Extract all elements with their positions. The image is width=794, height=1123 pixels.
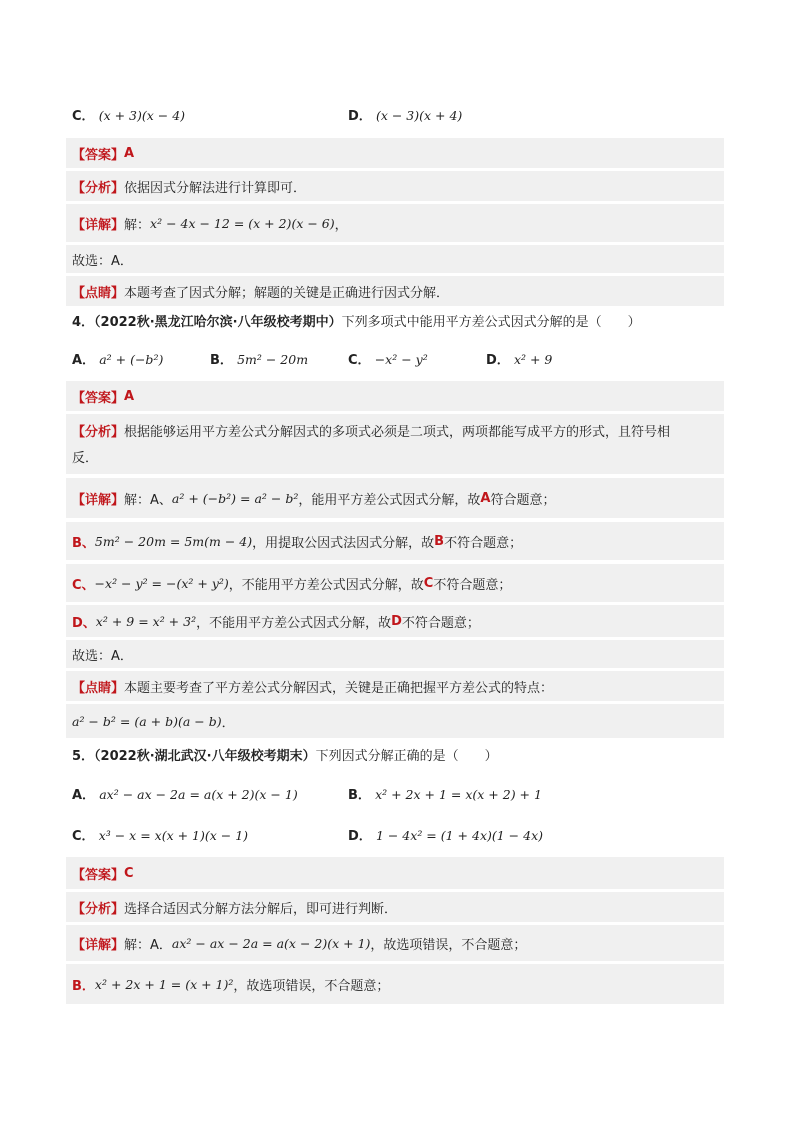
q4-option-d-label: D． — [486, 353, 510, 368]
q4-analysis-line2: 反． — [72, 451, 99, 466]
q4-detail-b-expr: 5m² − 20m = 5m(m − 4) — [94, 533, 253, 549]
q3-detail — [66, 204, 724, 242]
q4-detail-b-end: 不符合题意； — [444, 535, 523, 551]
q4-detail-b-text: ，用提取公因式法因式分解，故 — [252, 535, 435, 551]
q5-option-a-expr: ax² − ax − 2a = a(x + 2)(x − 1) — [99, 787, 298, 802]
q3-option-d — [348, 106, 462, 127]
q4-comment-text: 本题主要考查了平方差公式分解因式，关键是正确把握平方差公式的特点： — [124, 680, 554, 696]
q3-comment — [66, 276, 724, 306]
q4-detail-c-end: 不符合题意； — [433, 577, 512, 593]
q4-choose-text: 故选：A． — [72, 648, 133, 664]
q4-detail-a-expr: a² + (−b²) = a² − b² — [171, 490, 299, 506]
q4-analysis — [66, 414, 724, 474]
q3-detail-prefix: 解： — [124, 217, 151, 233]
q3-answer — [66, 138, 724, 168]
q3-option-d-label: D． — [348, 109, 372, 124]
q5-number: 5． — [72, 749, 95, 764]
q4-detail-a-end: 符合题意； — [490, 492, 556, 508]
q3-detail-tag: 【详解】 — [72, 217, 125, 233]
q5-option-d-expr: 1 − 4x² = (1 + 4x)(1 − 4x) — [375, 828, 544, 843]
q3-choose — [66, 245, 724, 273]
q3-comment-tag: 【点睛】 — [72, 285, 125, 301]
q3-answer-tag: 【答案】 — [72, 147, 125, 163]
q4-detail-a-text: ，能用平方差公式因式分解，故 — [298, 492, 481, 508]
q5-option-a — [72, 785, 298, 806]
q4-detail-a-letter: A — [480, 490, 491, 506]
q4-option-d — [486, 350, 552, 371]
q3-option-c-label: C． — [72, 109, 95, 124]
q5-option-c-label: C． — [72, 829, 95, 844]
q4-detail-a — [66, 478, 724, 518]
q4-option-b-expr: 5m² − 20m — [237, 352, 309, 367]
q4-detail-b-letter: B — [434, 533, 445, 549]
q4-option-a-expr: a² + (−b²) — [99, 352, 164, 367]
q4-option-a — [72, 350, 163, 371]
q5-detail-a — [66, 925, 724, 961]
q4-detail-d-end: 不符合题意； — [401, 615, 480, 631]
q5-detail-b — [66, 964, 724, 1004]
q5-option-c-expr: x³ − x = x(x + 1)(x − 1) — [98, 828, 249, 843]
q4-detail-c-letter: C — [423, 575, 434, 591]
q4-detail-b — [66, 522, 724, 560]
q5-detail-a-end: ，故选项错误，不合题意； — [370, 937, 527, 953]
q5-answer — [66, 857, 724, 889]
q4-option-c-expr: −x² − y² — [374, 352, 428, 367]
q5-option-a-label: A． — [72, 788, 96, 803]
q4-option-c — [348, 350, 428, 371]
q5-option-b-expr: x² + 2x + 1 = x(x + 2) + 1 — [375, 787, 542, 802]
q4-option-d-expr: x² + 9 — [513, 352, 553, 367]
q5-option-d — [348, 826, 543, 847]
q4-detail-prefix: 解：A、 — [124, 492, 172, 508]
q4-choose — [66, 640, 724, 668]
q3-analysis-text: 依据因式分解法进行计算即可． — [124, 180, 307, 196]
q4-detail-c-text: ，不能用平方差公式因式分解，故 — [228, 577, 424, 593]
q4-number: 4． — [72, 315, 95, 330]
q4-detail-c-label: C、 — [72, 577, 95, 593]
q4-stem — [72, 313, 641, 333]
q4-formula — [66, 704, 724, 738]
q4-answer — [66, 381, 724, 411]
q4-detail-c — [66, 564, 724, 602]
q5-detail-tag: 【详解】 — [72, 937, 125, 953]
q4-detail-d-label: D、 — [72, 615, 96, 631]
q5-option-d-label: D． — [348, 829, 372, 844]
q4-option-b-label: B． — [210, 353, 233, 368]
q5-option-b-label: B． — [348, 788, 371, 803]
q4-detail-tag: 【详解】 — [72, 492, 125, 508]
q3-comment-text: 本题考查了因式分解；解题的关键是正确进行因式分解． — [124, 285, 450, 301]
q4-option-b — [210, 350, 308, 371]
q3-option-c — [72, 106, 185, 127]
q4-answer-value: A — [124, 388, 135, 404]
q5-detail-prefix: 解：A． — [124, 937, 172, 953]
q3-option-d-expr: (x − 3)(x + 4) — [375, 108, 463, 123]
q5-detail-b-expr: x² + 2x + 1 = (x + 1)² — [94, 976, 234, 992]
q4-formula-expr: a² − b² = (a + b)(a − b) — [72, 713, 222, 729]
q5-detail-b-label: B． — [72, 978, 95, 994]
q4-option-a-label: A． — [72, 353, 96, 368]
q3-choose-text: 故选：A． — [72, 253, 133, 269]
q3-detail-expr: x² − 4x − 12 = (x + 2)(x − 6) — [150, 215, 335, 231]
q4-detail-d — [66, 605, 724, 637]
q5-stem-text: 下列因式分解正确的是（ ） — [315, 749, 498, 764]
q4-answer-tag: 【答案】 — [72, 390, 125, 406]
q4-source: （2022秋·黑龙江哈尔滨·八年级校考期中） — [94, 315, 342, 330]
q4-detail-c-expr: −x² − y² = −(x² + y²) — [94, 575, 229, 591]
q5-analysis-text: 选择合适因式分解方法分解后，即可进行判断． — [124, 901, 398, 917]
q5-option-c — [72, 826, 248, 847]
q5-answer-value: C — [124, 865, 134, 881]
q4-option-c-label: C． — [348, 353, 371, 368]
q3-analysis — [66, 171, 724, 201]
q4-detail-d-text: ，不能用平方差公式因式分解，故 — [196, 615, 392, 631]
q4-detail-d-expr: x² + 9 = x² + 3² — [95, 613, 197, 629]
q4-detail-b-label: B、 — [72, 535, 95, 551]
q5-answer-tag: 【答案】 — [72, 867, 125, 883]
q5-stem — [72, 747, 498, 767]
q5-detail-b-end: ，故选项错误，不合题意； — [233, 978, 390, 994]
q3-answer-value: A — [124, 145, 135, 161]
q4-stem-text: 下列多项式中能用平方差公式因式分解的是（ ） — [341, 315, 641, 330]
q5-analysis — [66, 892, 724, 922]
q4-comment-tag: 【点睛】 — [72, 680, 125, 696]
q4-detail-d-letter: D — [391, 613, 402, 629]
q5-source: （2022秋·湖北武汉·八年级校考期末） — [94, 749, 316, 764]
q4-comment — [66, 671, 724, 701]
q4-analysis-tag: 【分析】 — [72, 425, 125, 440]
q3-option-c-expr: (x + 3)(x − 4) — [98, 108, 186, 123]
q5-option-b — [348, 785, 542, 806]
q3-detail-suffix: ， — [334, 217, 348, 233]
q5-detail-a-expr: ax² − ax − 2a = a(x − 2)(x + 1) — [171, 935, 371, 951]
q4-formula-end: ． — [221, 715, 235, 731]
q5-analysis-tag: 【分析】 — [72, 901, 125, 917]
q3-analysis-tag: 【分析】 — [72, 180, 125, 196]
q4-analysis-line1: 根据能够运用平方差公式分解因式的多项式必须是二项式，两项都能写成平方的形式，且符号相 — [124, 425, 671, 440]
